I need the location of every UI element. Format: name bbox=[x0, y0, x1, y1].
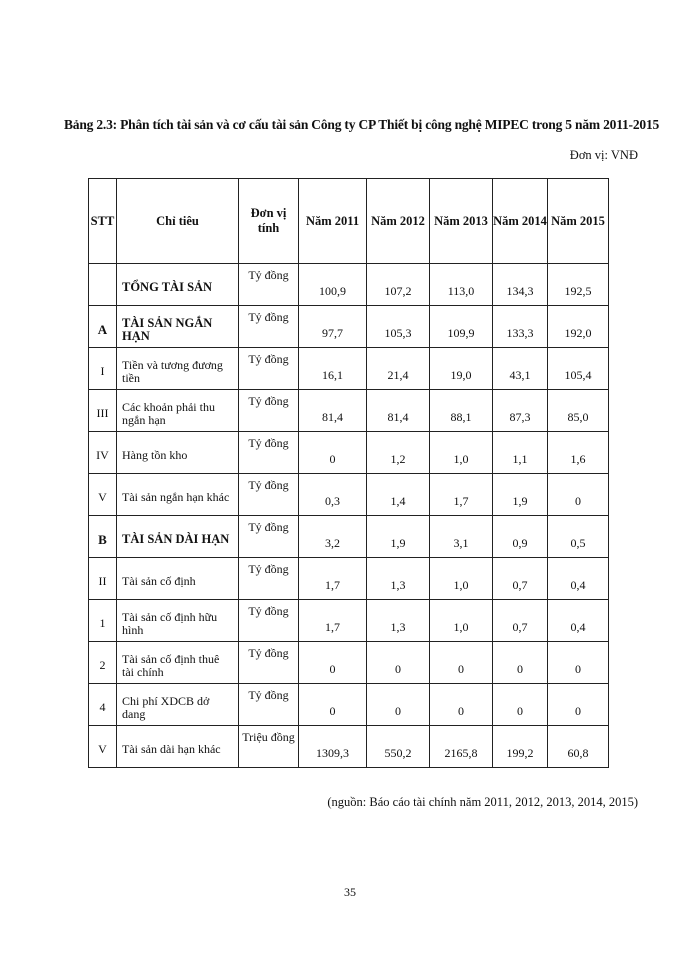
table-row bbox=[89, 516, 609, 558]
row-value-2012: 21,4 bbox=[367, 348, 430, 390]
page-number: 35 bbox=[344, 885, 356, 899]
row-stt: 2 bbox=[89, 642, 117, 684]
row-value-2013: 1,0 bbox=[430, 558, 493, 600]
row-value-2011: 97,7 bbox=[299, 306, 367, 348]
table-row bbox=[89, 642, 609, 684]
row-stt: V bbox=[89, 726, 117, 768]
row-value-2013: 109,9 bbox=[430, 306, 493, 348]
row-indicator: Tài sản dài hạn khác bbox=[117, 726, 239, 768]
header-year-2014: Năm 2014 bbox=[493, 179, 548, 264]
row-value-2011: 1,7 bbox=[299, 558, 367, 600]
row-value-2012: 1,9 bbox=[367, 516, 430, 558]
row-value-2015: 1,6 bbox=[548, 432, 609, 474]
header-year-2015: Năm 2015 bbox=[548, 179, 609, 264]
row-stt: 4 bbox=[89, 684, 117, 726]
row-value-2013: 1,0 bbox=[430, 432, 493, 474]
row-value-2012: 1,3 bbox=[367, 558, 430, 600]
row-indicator: Tiền và tương đương tiền bbox=[117, 348, 239, 390]
row-value-2013: 2165,8 bbox=[430, 726, 493, 768]
row-value-2012: 1,4 bbox=[367, 474, 430, 516]
row-value-2014: 87,3 bbox=[493, 390, 548, 432]
row-value-2015: 0 bbox=[548, 642, 609, 684]
row-indicator: Tài sản cố định hữu hình bbox=[117, 600, 239, 642]
row-indicator: Các khoản phải thu ngắn hạn bbox=[117, 390, 239, 432]
row-indicator: Chi phí XDCB dở dang bbox=[117, 684, 239, 726]
asset-analysis-table bbox=[88, 178, 609, 768]
table-row bbox=[89, 306, 609, 348]
row-unit: Tỷ đồng bbox=[239, 642, 299, 684]
row-value-2015: 0 bbox=[548, 684, 609, 726]
row-value-2014: 1,9 bbox=[493, 474, 548, 516]
row-value-2011: 0 bbox=[299, 432, 367, 474]
header-unit: Đơn vị tính bbox=[239, 179, 299, 264]
header-year-2013: Năm 2013 bbox=[430, 179, 493, 264]
row-value-2013: 19,0 bbox=[430, 348, 493, 390]
row-unit: Tỷ đồng bbox=[239, 306, 299, 348]
row-value-2011: 1309,3 bbox=[299, 726, 367, 768]
unit-note: Đơn vị: VNĐ bbox=[569, 148, 638, 162]
row-value-2011: 100,9 bbox=[299, 264, 367, 306]
header-stt: STT bbox=[89, 179, 117, 264]
row-indicator: Tài sản cố định thuê tài chính bbox=[117, 642, 239, 684]
row-value-2012: 0 bbox=[367, 642, 430, 684]
row-stt bbox=[89, 264, 117, 306]
row-value-2011: 1,7 bbox=[299, 600, 367, 642]
row-value-2014: 0,7 bbox=[493, 558, 548, 600]
row-value-2013: 113,0 bbox=[430, 264, 493, 306]
table-row bbox=[89, 684, 609, 726]
row-value-2015: 192,0 bbox=[548, 306, 609, 348]
table-row bbox=[89, 432, 609, 474]
source-note: (nguồn: Báo cáo tài chính năm 2011, 2012, 2013, 2014, 2015) bbox=[327, 795, 638, 809]
row-unit: Tỷ đồng bbox=[239, 474, 299, 516]
table-row bbox=[89, 264, 609, 306]
row-value-2013: 0 bbox=[430, 684, 493, 726]
row-value-2012: 1,3 bbox=[367, 600, 430, 642]
row-value-2011: 81,4 bbox=[299, 390, 367, 432]
row-value-2012: 0 bbox=[367, 684, 430, 726]
row-value-2012: 550,2 bbox=[367, 726, 430, 768]
row-value-2014: 133,3 bbox=[493, 306, 548, 348]
row-unit: Tỷ đồng bbox=[239, 516, 299, 558]
row-value-2015: 0 bbox=[548, 474, 609, 516]
row-value-2011: 3,2 bbox=[299, 516, 367, 558]
row-indicator: Hàng tồn kho bbox=[117, 432, 239, 474]
table-caption: Bảng 2.3: Phân tích tài sản và cơ cấu tài sản Công ty CP Thiết bị công nghệ MIPEC trong 5 năm 2011-2015 bbox=[64, 117, 660, 132]
row-stt: A bbox=[89, 306, 117, 348]
row-value-2013: 1,7 bbox=[430, 474, 493, 516]
row-unit: Tỷ đồng bbox=[239, 348, 299, 390]
row-value-2014: 199,2 bbox=[493, 726, 548, 768]
row-indicator: TÀI SẢN DÀI HẠN bbox=[117, 516, 239, 558]
row-value-2015: 60,8 bbox=[548, 726, 609, 768]
row-value-2011: 0 bbox=[299, 684, 367, 726]
row-unit: Tỷ đồng bbox=[239, 264, 299, 306]
row-unit: Tỷ đồng bbox=[239, 684, 299, 726]
table-row bbox=[89, 474, 609, 516]
row-unit: Tỷ đồng bbox=[239, 432, 299, 474]
table-row bbox=[89, 600, 609, 642]
row-stt: 1 bbox=[89, 600, 117, 642]
row-value-2012: 81,4 bbox=[367, 390, 430, 432]
row-unit: Tỷ đồng bbox=[239, 600, 299, 642]
row-value-2015: 0,5 bbox=[548, 516, 609, 558]
row-stt: V bbox=[89, 474, 117, 516]
row-indicator: TỔNG TÀI SẢN bbox=[117, 264, 239, 306]
row-value-2011: 16,1 bbox=[299, 348, 367, 390]
row-value-2012: 1,2 bbox=[367, 432, 430, 474]
row-value-2014: 1,1 bbox=[493, 432, 548, 474]
table-body bbox=[89, 264, 609, 768]
row-stt: III bbox=[89, 390, 117, 432]
row-stt: I bbox=[89, 348, 117, 390]
row-value-2015: 85,0 bbox=[548, 390, 609, 432]
row-value-2014: 0 bbox=[493, 642, 548, 684]
row-stt: B bbox=[89, 516, 117, 558]
row-value-2013: 1,0 bbox=[430, 600, 493, 642]
table-header-row bbox=[89, 179, 609, 264]
table-row bbox=[89, 348, 609, 390]
header-year-2011: Năm 2011 bbox=[299, 179, 367, 264]
row-value-2012: 107,2 bbox=[367, 264, 430, 306]
row-value-2015: 0,4 bbox=[548, 600, 609, 642]
row-indicator: TÀI SẢN NGẮN HẠN bbox=[117, 306, 239, 348]
row-value-2014: 43,1 bbox=[493, 348, 548, 390]
row-value-2015: 105,4 bbox=[548, 348, 609, 390]
row-stt: II bbox=[89, 558, 117, 600]
header-indicator: Chỉ tiêu bbox=[117, 179, 239, 264]
row-value-2011: 0 bbox=[299, 642, 367, 684]
table-row bbox=[89, 390, 609, 432]
row-indicator: Tài sản cố định bbox=[117, 558, 239, 600]
table-row bbox=[89, 558, 609, 600]
row-value-2014: 134,3 bbox=[493, 264, 548, 306]
row-unit: Tỷ đồng bbox=[239, 390, 299, 432]
row-value-2013: 88,1 bbox=[430, 390, 493, 432]
row-value-2014: 0,7 bbox=[493, 600, 548, 642]
row-value-2011: 0,3 bbox=[299, 474, 367, 516]
header-year-2012: Năm 2012 bbox=[367, 179, 430, 264]
row-value-2013: 3,1 bbox=[430, 516, 493, 558]
row-value-2015: 192,5 bbox=[548, 264, 609, 306]
table-row bbox=[89, 726, 609, 768]
row-value-2014: 0,9 bbox=[493, 516, 548, 558]
row-value-2015: 0,4 bbox=[548, 558, 609, 600]
row-unit: Triệu đồng bbox=[239, 726, 299, 768]
row-value-2012: 105,3 bbox=[367, 306, 430, 348]
row-unit: Tỷ đồng bbox=[239, 558, 299, 600]
row-stt: IV bbox=[89, 432, 117, 474]
row-value-2013: 0 bbox=[430, 642, 493, 684]
row-value-2014: 0 bbox=[493, 684, 548, 726]
row-indicator: Tài sản ngắn hạn khác bbox=[117, 474, 239, 516]
